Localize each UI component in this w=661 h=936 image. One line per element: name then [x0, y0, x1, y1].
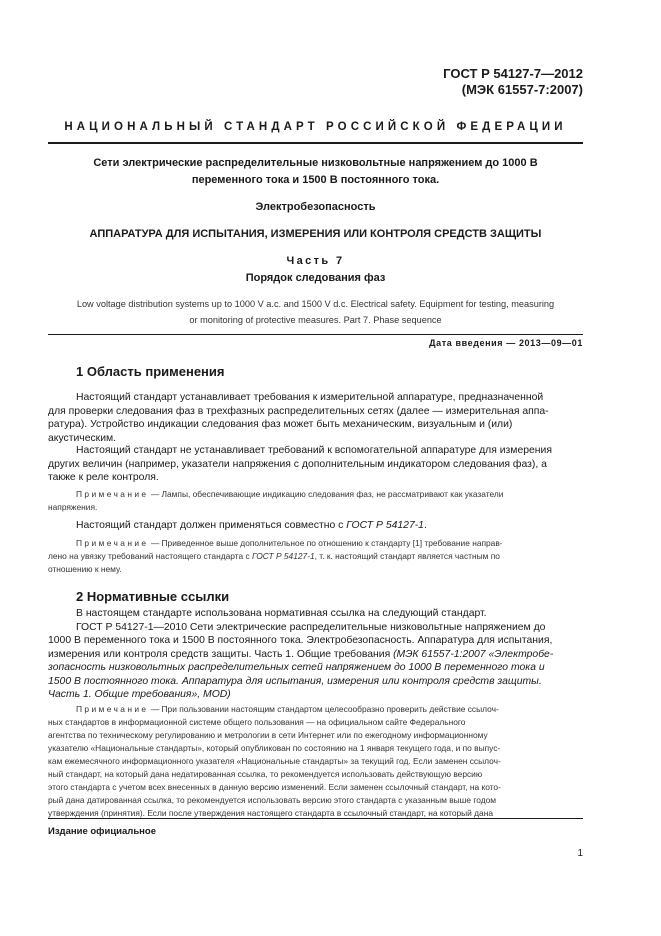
gost-number: ГОСТ Р 54127-7—2012	[443, 66, 583, 81]
english-title-line-2: or monitoring of protective measures. Part 7. Phase sequence	[189, 315, 442, 325]
official-edition-label: Издание официальное	[48, 826, 156, 837]
text-line: других величин (например, указатели напряжения с дополнительным индикатором следования фаз), а	[48, 458, 547, 470]
note-text: отношению к нему.	[48, 564, 122, 574]
title-line-2: переменного тока и 1500 В постоянного тока.	[191, 174, 440, 186]
note-text: агентства по техническому регулированию и метрологии в сети Интернет или по ежегодному информационному	[48, 730, 488, 740]
section-2-heading: 2 Нормативные ссылки	[76, 589, 230, 604]
text-line-italic: Часть 1. Общие требования», MOD)	[48, 689, 231, 700]
section-1-note-1	[48, 488, 583, 514]
note-text: лено на увязку требований настоящего стандарта с	[48, 551, 252, 561]
paragraph-text: Настоящий стандарт должен применяться совместно с	[76, 520, 347, 531]
part-number: Часть 7	[286, 255, 345, 267]
note-text: ных стандартов в информационной системе общего пользования — на официальном сайте Федерального	[48, 717, 466, 727]
iec-number: (МЭК 61557-7:2007)	[461, 82, 583, 97]
english-title-line-1: Low voltage distribution systems up to 1000 V a.c. and 1500 V d.c. Electrical safety. Equipment for testing, measuring	[76, 299, 555, 309]
document-code	[443, 66, 583, 98]
text-line-italic: (МЭК 61557-1:2007 «Электробе-	[393, 648, 554, 660]
text-line: ратура). Устройство индикации следования фаз может быть механическим, визуальным и (или)	[48, 419, 513, 430]
note-text: указателю «Национальные стандарты», который опубликован по состоянию на 1 января текущего года, и по выпус-	[48, 743, 501, 753]
text-line-italic: зопасность низковольтных распределительных сетей напряжением до 1000 В переменного тока и	[48, 662, 545, 673]
note-text: рый дана датированная ссылка, то рекомендуется использовать версию этого стандарта с указанным выше годом	[48, 795, 497, 805]
section-2-body	[48, 607, 583, 702]
note-label: Примечание	[76, 704, 149, 714]
title-block	[48, 155, 583, 189]
text-line: Настоящий стандарт устанавливает требования к измерительной аппаратуре, предназначенной	[76, 392, 544, 403]
note-label: Примечание	[76, 538, 149, 548]
part-block	[48, 253, 583, 287]
section-1-paragraph-3	[76, 519, 583, 533]
footer-divider	[48, 818, 583, 819]
note-text: — Приведенное выше дополнительное по отношению к стандарту [1] требование направ-	[150, 538, 503, 548]
paragraph-text: .	[423, 520, 427, 531]
text-line-italic: 1500 В постоянного тока. Аппаратура для испытания, измерения или контроля средств защиты.	[48, 675, 542, 687]
text-line: ГОСТ Р 54127-1—2010 Сети электрические распределительные низковольтные напряжением до	[76, 621, 546, 633]
text-line: измерения или контроля средств защиты. Часть 1. Общие требования	[48, 648, 394, 660]
main-title: АППАРАТУРА ДЛЯ ИСПЫТАНИЯ, ИЗМЕРЕНИЯ ИЛИ КОНТРОЛЯ СРЕДСТВ ЗАЩИТЫ	[89, 228, 542, 240]
text-line: В настоящем стандарте использована нормативная ссылка на следующий стандарт.	[76, 608, 487, 619]
note-text: ный стандарт, на который дана недатированная ссылка, то рекомендуется использовать действующую версию	[48, 769, 483, 779]
subtitle: Электробезопасность	[255, 201, 376, 213]
english-title	[48, 296, 583, 328]
note-text: этого стандарта с учетом всех внесенных в данную версию изменений. Если заменен ссылочный стандарт, на кото-	[48, 782, 501, 792]
title-line-1: Сети электрические распределительные низковольтные напряжением до 1000 В	[93, 157, 538, 169]
note-text: утверждения (принятия). Если после утверждения настоящего стандарта в ссылочный стандарт, на который дана	[48, 808, 493, 818]
text-line: Настоящий стандарт не устанавливает требований к вспомогательной аппаратуре для измерения	[76, 445, 552, 456]
part-name: Порядок следования фаз	[245, 272, 386, 284]
reference-link: ГОСТ Р 54127-1	[346, 520, 424, 531]
reference-link: ГОСТ Р 54127-1	[251, 551, 315, 561]
note-text: — При пользовании настоящим стандартом целесообразно проверить действие ссылоч-	[150, 704, 499, 714]
text-line: также к реле контроля.	[48, 472, 159, 483]
note-text: кам ежемесячного информационного указателя «Национальные стандарты» за текущий год. Если заменен ссылоч-	[48, 756, 501, 766]
text-line: акустическим.	[48, 432, 117, 444]
page-number: 1	[577, 848, 583, 859]
section-1-heading: 1 Область применения	[76, 364, 225, 379]
section-1-note-2	[48, 537, 583, 576]
note-text: — Лампы, обеспечивающие индикацию следования фаз, не рассматривают как указатели	[150, 489, 504, 499]
national-standard-banner: НАЦИОНАЛЬНЫЙ СТАНДАРТ РОССИЙСКОЙ ФЕДЕРАЦИИ	[64, 121, 567, 133]
intro-divider	[48, 334, 583, 335]
section-2-note	[48, 703, 583, 820]
note-label: Примечание	[76, 489, 149, 499]
section-1-paragraph-2	[48, 444, 583, 485]
text-line: 1000 В переменного тока и 1500 В постоянного тока. Электробезопасность. Аппаратура для испытания,	[48, 635, 553, 646]
intro-date: Дата введения — 2013—09—01	[429, 338, 583, 348]
text-line: для проверки следования фаз в трехфазных распределительных сетях (далее — измерительная аппа-	[48, 405, 549, 417]
section-1-paragraph-1	[48, 391, 583, 445]
note-text: напряжения.	[48, 502, 98, 512]
header-divider	[48, 142, 583, 144]
note-text: , т. к. настоящий стандарт является частным по	[314, 551, 500, 561]
